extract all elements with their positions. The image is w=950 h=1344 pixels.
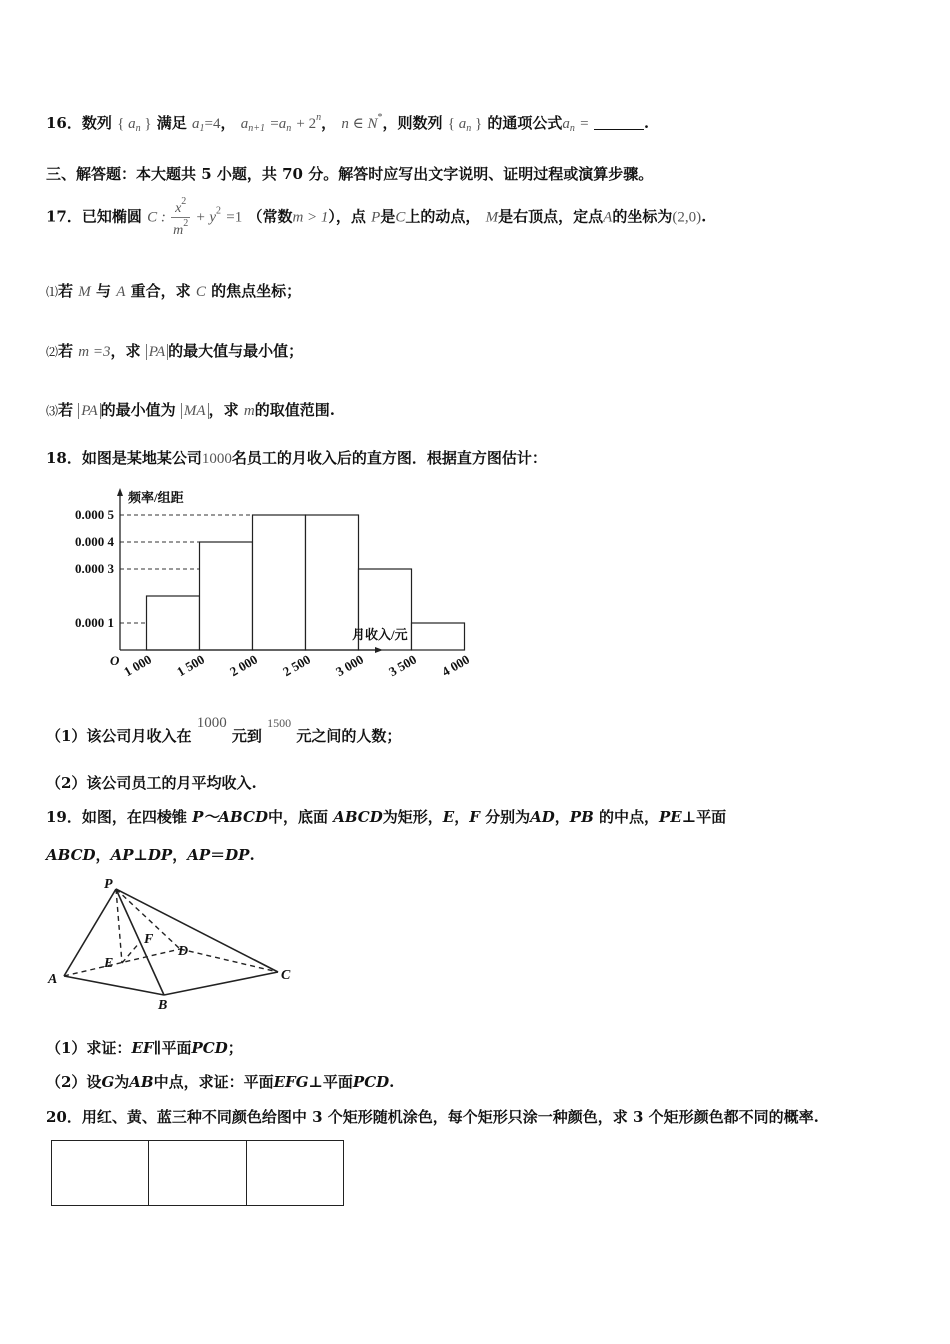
math: m (243, 403, 255, 419)
math: ABCD (46, 846, 96, 864)
math: C (395, 209, 406, 226)
math: A (116, 284, 126, 300)
three-rectangles (51, 1140, 344, 1206)
math: E (442, 808, 455, 826)
histogram-bar (253, 515, 306, 650)
xtick-label: 3 500 (386, 651, 419, 680)
math: EFG (273, 1073, 309, 1091)
math: 2 (183, 218, 189, 229)
text: 若 (58, 401, 74, 419)
text: 用红、黄、蓝三种不同颜色给图中 3 个矩形随机涂色，每个矩形只涂一种颜色，求 3 个矩形颜色都不同的概率. (81, 1108, 819, 1126)
text: . (249, 846, 255, 864)
math: DP (225, 846, 250, 864)
text: . (643, 114, 650, 132)
q18-line (46, 447, 547, 468)
q17-part3 (46, 399, 335, 420)
math: M (485, 209, 499, 226)
math: ABCD (333, 808, 383, 826)
math: 1500 (267, 716, 292, 730)
math: n ∈ N (341, 116, 378, 132)
text: 元到 (231, 727, 262, 745)
section-3-heading: 三、解答题：本大题共 5 小题，共 70 分。解答时应写出文字说明、证明过程或演算步骤。 (46, 165, 654, 183)
xtick-label: 2 000 (227, 651, 260, 680)
math: DP (147, 846, 173, 864)
math: x (175, 201, 182, 216)
rectangle-3 (247, 1141, 343, 1205)
text: （1）求证： (46, 1039, 132, 1057)
math: n (316, 112, 322, 123)
label-e: E (104, 956, 114, 971)
histogram-bar (412, 623, 465, 650)
xtick-label: 4 000 (439, 651, 472, 680)
ytick-label: 0.000 5 (75, 507, 114, 522)
seq-bracket: { $a_n$ } (117, 116, 152, 134)
math: F (469, 808, 480, 826)
q18-part2: （2）该公司员工的月平均收入. (46, 774, 257, 792)
text: 的坐标为 (612, 207, 673, 226)
text: 分别为 (485, 808, 531, 826)
histogram-bar (147, 596, 200, 650)
math: PB (569, 808, 594, 826)
rectangle-2 (149, 1141, 246, 1205)
text: . (701, 207, 707, 226)
text: ， (172, 846, 188, 864)
text: 的中点， (599, 808, 660, 826)
xtick-label: 3 000 (333, 651, 366, 680)
math: = (270, 116, 279, 132)
text: 的焦点坐标； (211, 282, 302, 300)
math: P (371, 209, 381, 226)
histogram-chart (60, 486, 472, 696)
math: M (78, 284, 91, 300)
segment-ef (122, 942, 140, 963)
abs-ma: MA (181, 403, 209, 419)
text: ⊥平面 (308, 1073, 353, 1091)
a-n: $a_n$ (278, 116, 292, 134)
ytick-label: 0.000 3 (75, 561, 114, 576)
text: （1）该公司月收入在 (46, 727, 192, 745)
edge-bc (164, 972, 278, 995)
text: ， (321, 114, 337, 132)
q19-part1 (46, 1037, 243, 1058)
question-number: 17． (46, 207, 82, 226)
question-number: 18． (46, 449, 82, 467)
rectangle-1 (52, 1141, 149, 1205)
math: + y (195, 209, 216, 226)
part-number: ⑵ (46, 345, 59, 359)
math: m > 1 (292, 209, 329, 226)
origin-label: O (110, 653, 120, 668)
question-number: 16． (46, 114, 82, 132)
text: . (389, 1073, 395, 1091)
text: 若 (58, 282, 74, 300)
edge-pc (116, 889, 278, 972)
xtick-label: 2 500 (280, 651, 313, 680)
math: * (377, 112, 383, 123)
q17-part1 (46, 280, 301, 301)
text: 元之间的人数； (296, 727, 402, 745)
edge-dc (180, 949, 278, 972)
text: ＝ (210, 846, 226, 864)
math: C : (147, 209, 166, 226)
histogram-bar (306, 515, 359, 650)
a1: $a_1$ (192, 116, 205, 134)
xtick-label: 1 000 (121, 651, 154, 680)
text: 是右顶点，定点 (498, 207, 604, 226)
math: 1000 (196, 715, 227, 731)
text: ， (554, 808, 570, 826)
abs-pa: PA (78, 403, 100, 419)
q16-line (46, 112, 649, 134)
x-axis-label: 月收入/元 (352, 627, 408, 642)
text: 如图是某地某公司 (81, 449, 202, 467)
question-number: 19． (46, 808, 82, 826)
text: ，则数列 (382, 114, 443, 132)
math: =4 (204, 116, 221, 132)
fraction (171, 196, 190, 239)
math: AD (530, 808, 555, 826)
ytick-label: 0.000 1 (75, 615, 114, 630)
xtick-label: 1 500 (174, 651, 207, 680)
text: ∥平面 (153, 1039, 192, 1057)
math: C (195, 284, 206, 300)
a-n: $a_n$ (562, 116, 575, 134)
text: （2）设 (46, 1073, 102, 1091)
math: EF (131, 1039, 154, 1057)
text: 的取值范围. (254, 401, 335, 419)
part-number: ⑶ (46, 404, 59, 418)
text: 名员工的月收入后的直方图．根据直方图估计： (231, 449, 547, 467)
answer-blank[interactable] (594, 115, 644, 130)
text: 的最大值与最小值； (168, 342, 304, 360)
text: 的最小值为 (100, 401, 176, 419)
math: =1 (226, 209, 243, 226)
math: AP (187, 846, 211, 864)
pyramid-figure (40, 875, 300, 1015)
math: AP (110, 846, 134, 864)
math: G (101, 1073, 115, 1091)
label-a: A (48, 972, 58, 987)
histogram-bar (200, 542, 253, 650)
ytick-label: 0.000 4 (75, 534, 114, 549)
q19-line2 (46, 844, 255, 865)
math: = (580, 116, 589, 132)
math: 1000 (201, 451, 232, 467)
text: 的通项公式 (487, 114, 563, 132)
label-f: F (144, 932, 154, 947)
q19-line1 (46, 806, 726, 827)
math: PCD (191, 1039, 228, 1057)
label-d: D (178, 944, 189, 959)
text: ，求 (208, 401, 239, 419)
q17-part2 (46, 340, 303, 361)
math: (2,0) (672, 209, 702, 226)
text: ， (454, 808, 470, 826)
text: 上的动点， (405, 207, 481, 226)
math: 2 (181, 196, 187, 207)
text: ，求 (110, 342, 141, 360)
math: m (173, 223, 184, 238)
text: 数列 (81, 114, 112, 132)
text: ； (227, 1039, 243, 1057)
label-b: B (158, 998, 168, 1013)
text: 已知椭圆 (81, 207, 142, 226)
math: m =3 (78, 344, 111, 360)
q19-part2 (46, 1071, 394, 1092)
text: 若 (58, 342, 74, 360)
text: 是 (380, 207, 396, 226)
math: PCD (352, 1073, 390, 1091)
question-number: 20． (46, 1108, 82, 1126)
a-n-plus-1: $a_{n+1}$ (240, 116, 265, 134)
part-number: ⑴ (46, 285, 59, 299)
q17-line (46, 196, 706, 239)
histogram-bars (147, 515, 465, 650)
text: ），点 (328, 207, 366, 226)
math: A (603, 209, 613, 226)
text: （常数 (247, 207, 293, 226)
text: 中点，求证：平面 (153, 1073, 274, 1091)
text: 满足 (156, 114, 187, 132)
y-axis-label: 频率/组距 (128, 490, 184, 505)
text: ⊥平面 (681, 808, 727, 826)
math: P～ABCD (192, 808, 268, 826)
math: PE (659, 808, 682, 826)
text: 为矩形， (382, 808, 443, 826)
text: 如图，在四棱锥 (81, 808, 187, 826)
text: 与 (96, 282, 112, 300)
text: 中，底面 (267, 808, 328, 826)
math: + 2 (296, 116, 317, 132)
label-p: P (104, 877, 113, 892)
label-c: C (281, 968, 291, 983)
text: 为 (114, 1073, 130, 1091)
q18-part1 (46, 715, 402, 746)
seq-bracket: { $a_n$ } (447, 116, 483, 134)
text: ， (95, 846, 111, 864)
edge-ab (64, 976, 164, 995)
math: 2 (216, 205, 221, 217)
text: ， (220, 114, 236, 132)
text: ⊥ (133, 846, 148, 864)
q20-line (46, 1106, 819, 1127)
y-axis-arrow (117, 488, 123, 496)
abs-pa: PA (146, 344, 168, 360)
math: AB (129, 1073, 154, 1091)
text: 重合，求 (130, 282, 191, 300)
